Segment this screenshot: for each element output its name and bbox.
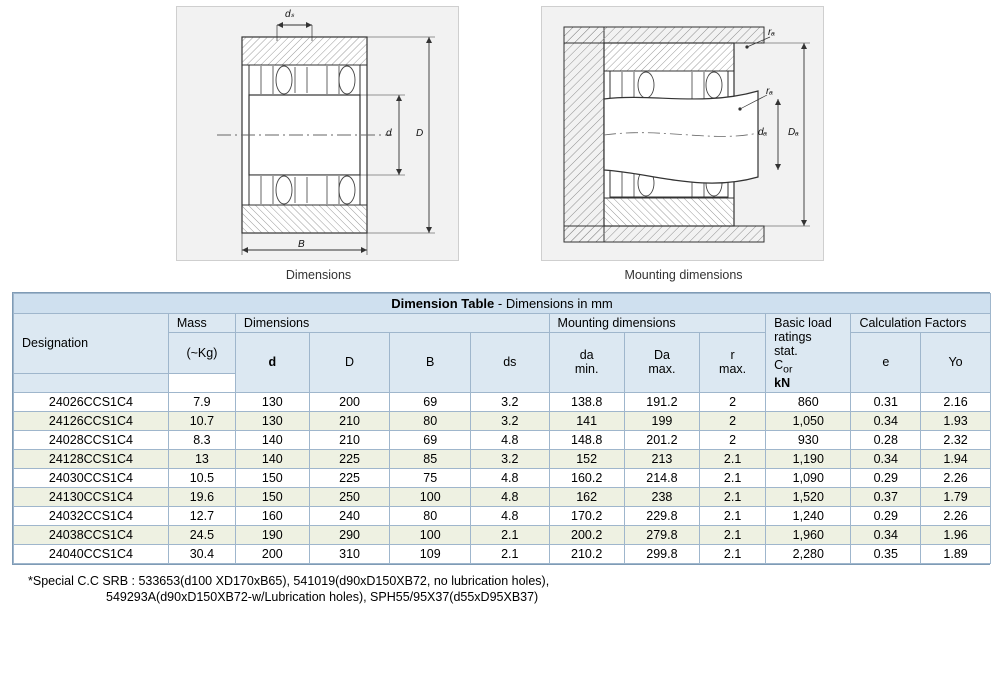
cell-d: 150	[235, 468, 309, 487]
cell-mass: 10.5	[168, 468, 235, 487]
figure-mounting	[541, 6, 826, 282]
label-ds: dₛ	[285, 9, 295, 20]
mounting-section-drawing	[542, 7, 825, 262]
cell-yo: 2.16	[921, 392, 991, 411]
figure-dimensions-image	[176, 6, 459, 261]
cell-Da: 238	[624, 487, 699, 506]
table-row	[14, 449, 991, 468]
cell-cor: 1,090	[766, 468, 851, 487]
cell-r: 2.1	[700, 449, 766, 468]
cell-d: 200	[235, 544, 309, 563]
cell-Da: 191.2	[624, 392, 699, 411]
cell-mass: 19.6	[168, 487, 235, 506]
header-row-1	[14, 314, 991, 333]
cell-d: 140	[235, 430, 309, 449]
cell-d: 190	[235, 525, 309, 544]
table-title-strong: Dimension Table	[391, 296, 495, 311]
cell-D: 240	[309, 506, 390, 525]
cell-r: 2	[700, 392, 766, 411]
cell-ds: 3.2	[471, 392, 549, 411]
cell-D: 290	[309, 525, 390, 544]
table-row	[14, 411, 991, 430]
th-dimensions: Dimensions	[235, 314, 549, 333]
th-mounting: Mounting dimensions	[549, 314, 766, 333]
cell-Da: 201.2	[624, 430, 699, 449]
th-D: D	[309, 333, 390, 393]
cell-d: 140	[235, 449, 309, 468]
cell-Da: 199	[624, 411, 699, 430]
th-r-max: r max.	[700, 333, 766, 393]
dimension-table	[13, 293, 991, 564]
cell-ds: 3.2	[471, 411, 549, 430]
cell-ds: 2.1	[471, 544, 549, 563]
cell-yo: 1.93	[921, 411, 991, 430]
cell-D: 310	[309, 544, 390, 563]
figure-mounting-image	[541, 6, 824, 261]
cell-mass: 7.9	[168, 392, 235, 411]
cell-ds: 4.8	[471, 468, 549, 487]
cell-da: 200.2	[549, 525, 624, 544]
cell-designation: 24040CCS1C4	[14, 544, 169, 563]
table-row	[14, 468, 991, 487]
figure-dimensions-caption: Dimensions	[285, 268, 352, 282]
th-da-min: da min.	[549, 333, 624, 393]
cell-yo: 1.96	[921, 525, 991, 544]
cell-cor: 1,050	[766, 411, 851, 430]
cell-d: 160	[235, 506, 309, 525]
cell-mass: 12.7	[168, 506, 235, 525]
label-Da: Dₐ	[788, 127, 799, 138]
cell-designation: 24038CCS1C4	[14, 525, 169, 544]
label-B: B	[298, 239, 305, 250]
cell-B: 109	[390, 544, 471, 563]
cell-da: 160.2	[549, 468, 624, 487]
cell-r: 2.1	[700, 468, 766, 487]
cell-e: 0.29	[851, 468, 921, 487]
cell-designation: 24030CCS1C4	[14, 468, 169, 487]
cell-Da: 214.8	[624, 468, 699, 487]
th-basic-load-l4: $C_{or}$	[774, 358, 793, 376]
th-basic-load-l2: ratings	[774, 330, 812, 344]
th-basic-load-l1: Basic load	[774, 316, 832, 330]
label-D: D	[416, 128, 424, 139]
cell-e: 0.29	[851, 506, 921, 525]
cell-B: 80	[390, 411, 471, 430]
cell-designation: 24128CCS1C4	[14, 449, 169, 468]
cell-ds: 4.8	[471, 430, 549, 449]
cell-cor: 930	[766, 430, 851, 449]
th-Yo: Yo	[921, 333, 991, 393]
table-row	[14, 544, 991, 563]
cell-e: 0.35	[851, 544, 921, 563]
table-title-cell	[14, 294, 991, 314]
cell-da: 170.2	[549, 506, 624, 525]
figure-dimensions	[176, 6, 461, 282]
th-designation: Designation	[14, 314, 169, 374]
cell-r: 2.1	[700, 525, 766, 544]
table-row	[14, 430, 991, 449]
th-B: B	[390, 333, 471, 393]
cell-D: 250	[309, 487, 390, 506]
cell-d: 130	[235, 392, 309, 411]
table-row	[14, 525, 991, 544]
cell-designation: 24126CCS1C4	[14, 411, 169, 430]
cell-e: 0.28	[851, 430, 921, 449]
cell-e: 0.31	[851, 392, 921, 411]
th-ds: ds	[471, 333, 549, 393]
cell-da: 138.8	[549, 392, 624, 411]
table-title-row	[14, 294, 991, 314]
cell-B: 100	[390, 487, 471, 506]
cell-B: 100	[390, 525, 471, 544]
cell-yo: 2.26	[921, 506, 991, 525]
th-mass: Mass	[168, 314, 235, 333]
cell-da: 148.8	[549, 430, 624, 449]
th-basic-load-unit: kN	[774, 375, 791, 390]
cell-B: 80	[390, 506, 471, 525]
cell-B: 85	[390, 449, 471, 468]
cell-Da: 229.8	[624, 506, 699, 525]
label-d: d	[386, 128, 392, 139]
cell-mass: 13	[168, 449, 235, 468]
cell-yo: 1.89	[921, 544, 991, 563]
cell-B: 69	[390, 392, 471, 411]
cell-yo: 1.94	[921, 449, 991, 468]
cell-ds: 3.2	[471, 449, 549, 468]
table-body	[14, 392, 991, 563]
figure-row	[0, 0, 1002, 282]
cell-cor: 860	[766, 392, 851, 411]
cell-da: 162	[549, 487, 624, 506]
cell-yo: 2.32	[921, 430, 991, 449]
cell-da: 152	[549, 449, 624, 468]
cell-mass: 30.4	[168, 544, 235, 563]
cell-mass: 24.5	[168, 525, 235, 544]
table-title-rest: - Dimensions in mm	[497, 296, 613, 311]
table-row	[14, 487, 991, 506]
cell-Da: 213	[624, 449, 699, 468]
cell-ds: 4.8	[471, 506, 549, 525]
cell-D: 200	[309, 392, 390, 411]
footnote-line-1: *Special C.C SRB : 533653(d100 XD170xB65), 541019(d90xD150XB72, no lubrication holes),	[28, 573, 550, 588]
table-row	[14, 506, 991, 525]
cell-D: 225	[309, 468, 390, 487]
cell-e: 0.34	[851, 525, 921, 544]
cell-r: 2.1	[700, 506, 766, 525]
cell-ds: 2.1	[471, 525, 549, 544]
cell-designation: 24130CCS1C4	[14, 487, 169, 506]
cell-Da: 299.8	[624, 544, 699, 563]
cell-cor: 1,190	[766, 449, 851, 468]
cell-d: 150	[235, 487, 309, 506]
cell-designation: 24026CCS1C4	[14, 392, 169, 411]
cell-e: 0.34	[851, 449, 921, 468]
cell-D: 210	[309, 411, 390, 430]
th-Da-max: Da max.	[624, 333, 699, 393]
footnote-line-2: 549293A(d90xD150XB72-w/Lubrication holes), SPH55/95X37(d55xD95XB37)	[106, 590, 539, 605]
th-d: d	[235, 333, 309, 393]
cell-designation: 24028CCS1C4	[14, 430, 169, 449]
cell-cor: 1,960	[766, 525, 851, 544]
footnote	[0, 573, 1002, 607]
cell-cor: 2,280	[766, 544, 851, 563]
cell-yo: 1.79	[921, 487, 991, 506]
th-e: e	[851, 333, 921, 393]
cell-Da: 279.8	[624, 525, 699, 544]
label-ra-inner: rₐ	[766, 86, 773, 97]
cell-B: 69	[390, 430, 471, 449]
th-basic-load-l3: stat.	[774, 344, 798, 358]
cell-mass: 8.3	[168, 430, 235, 449]
cell-yo: 2.26	[921, 468, 991, 487]
cell-ds: 4.8	[471, 487, 549, 506]
cell-r: 2	[700, 411, 766, 430]
label-ra-top: rₐ	[768, 27, 775, 38]
cell-D: 210	[309, 430, 390, 449]
figure-mounting-caption: Mounting dimensions	[624, 268, 743, 282]
cell-cor: 1,520	[766, 487, 851, 506]
cell-e: 0.37	[851, 487, 921, 506]
cell-r: 2	[700, 430, 766, 449]
label-da: dₐ	[758, 127, 768, 138]
cell-r: 2.1	[700, 487, 766, 506]
cell-mass: 10.7	[168, 411, 235, 430]
th-calc-factors: Calculation Factors	[851, 314, 991, 333]
cell-da: 141	[549, 411, 624, 430]
th-basic-load	[766, 314, 851, 393]
cell-B: 75	[390, 468, 471, 487]
th-mass-unit: (~Kg)	[168, 333, 235, 374]
cell-cor: 1,240	[766, 506, 851, 525]
cell-e: 0.34	[851, 411, 921, 430]
cell-da: 210.2	[549, 544, 624, 563]
dimension-table-wrap	[12, 292, 990, 565]
cell-r: 2.1	[700, 544, 766, 563]
cell-D: 225	[309, 449, 390, 468]
cell-d: 130	[235, 411, 309, 430]
table-row	[14, 392, 991, 411]
cell-designation: 24032CCS1C4	[14, 506, 169, 525]
th-mass-blank	[14, 373, 169, 392]
